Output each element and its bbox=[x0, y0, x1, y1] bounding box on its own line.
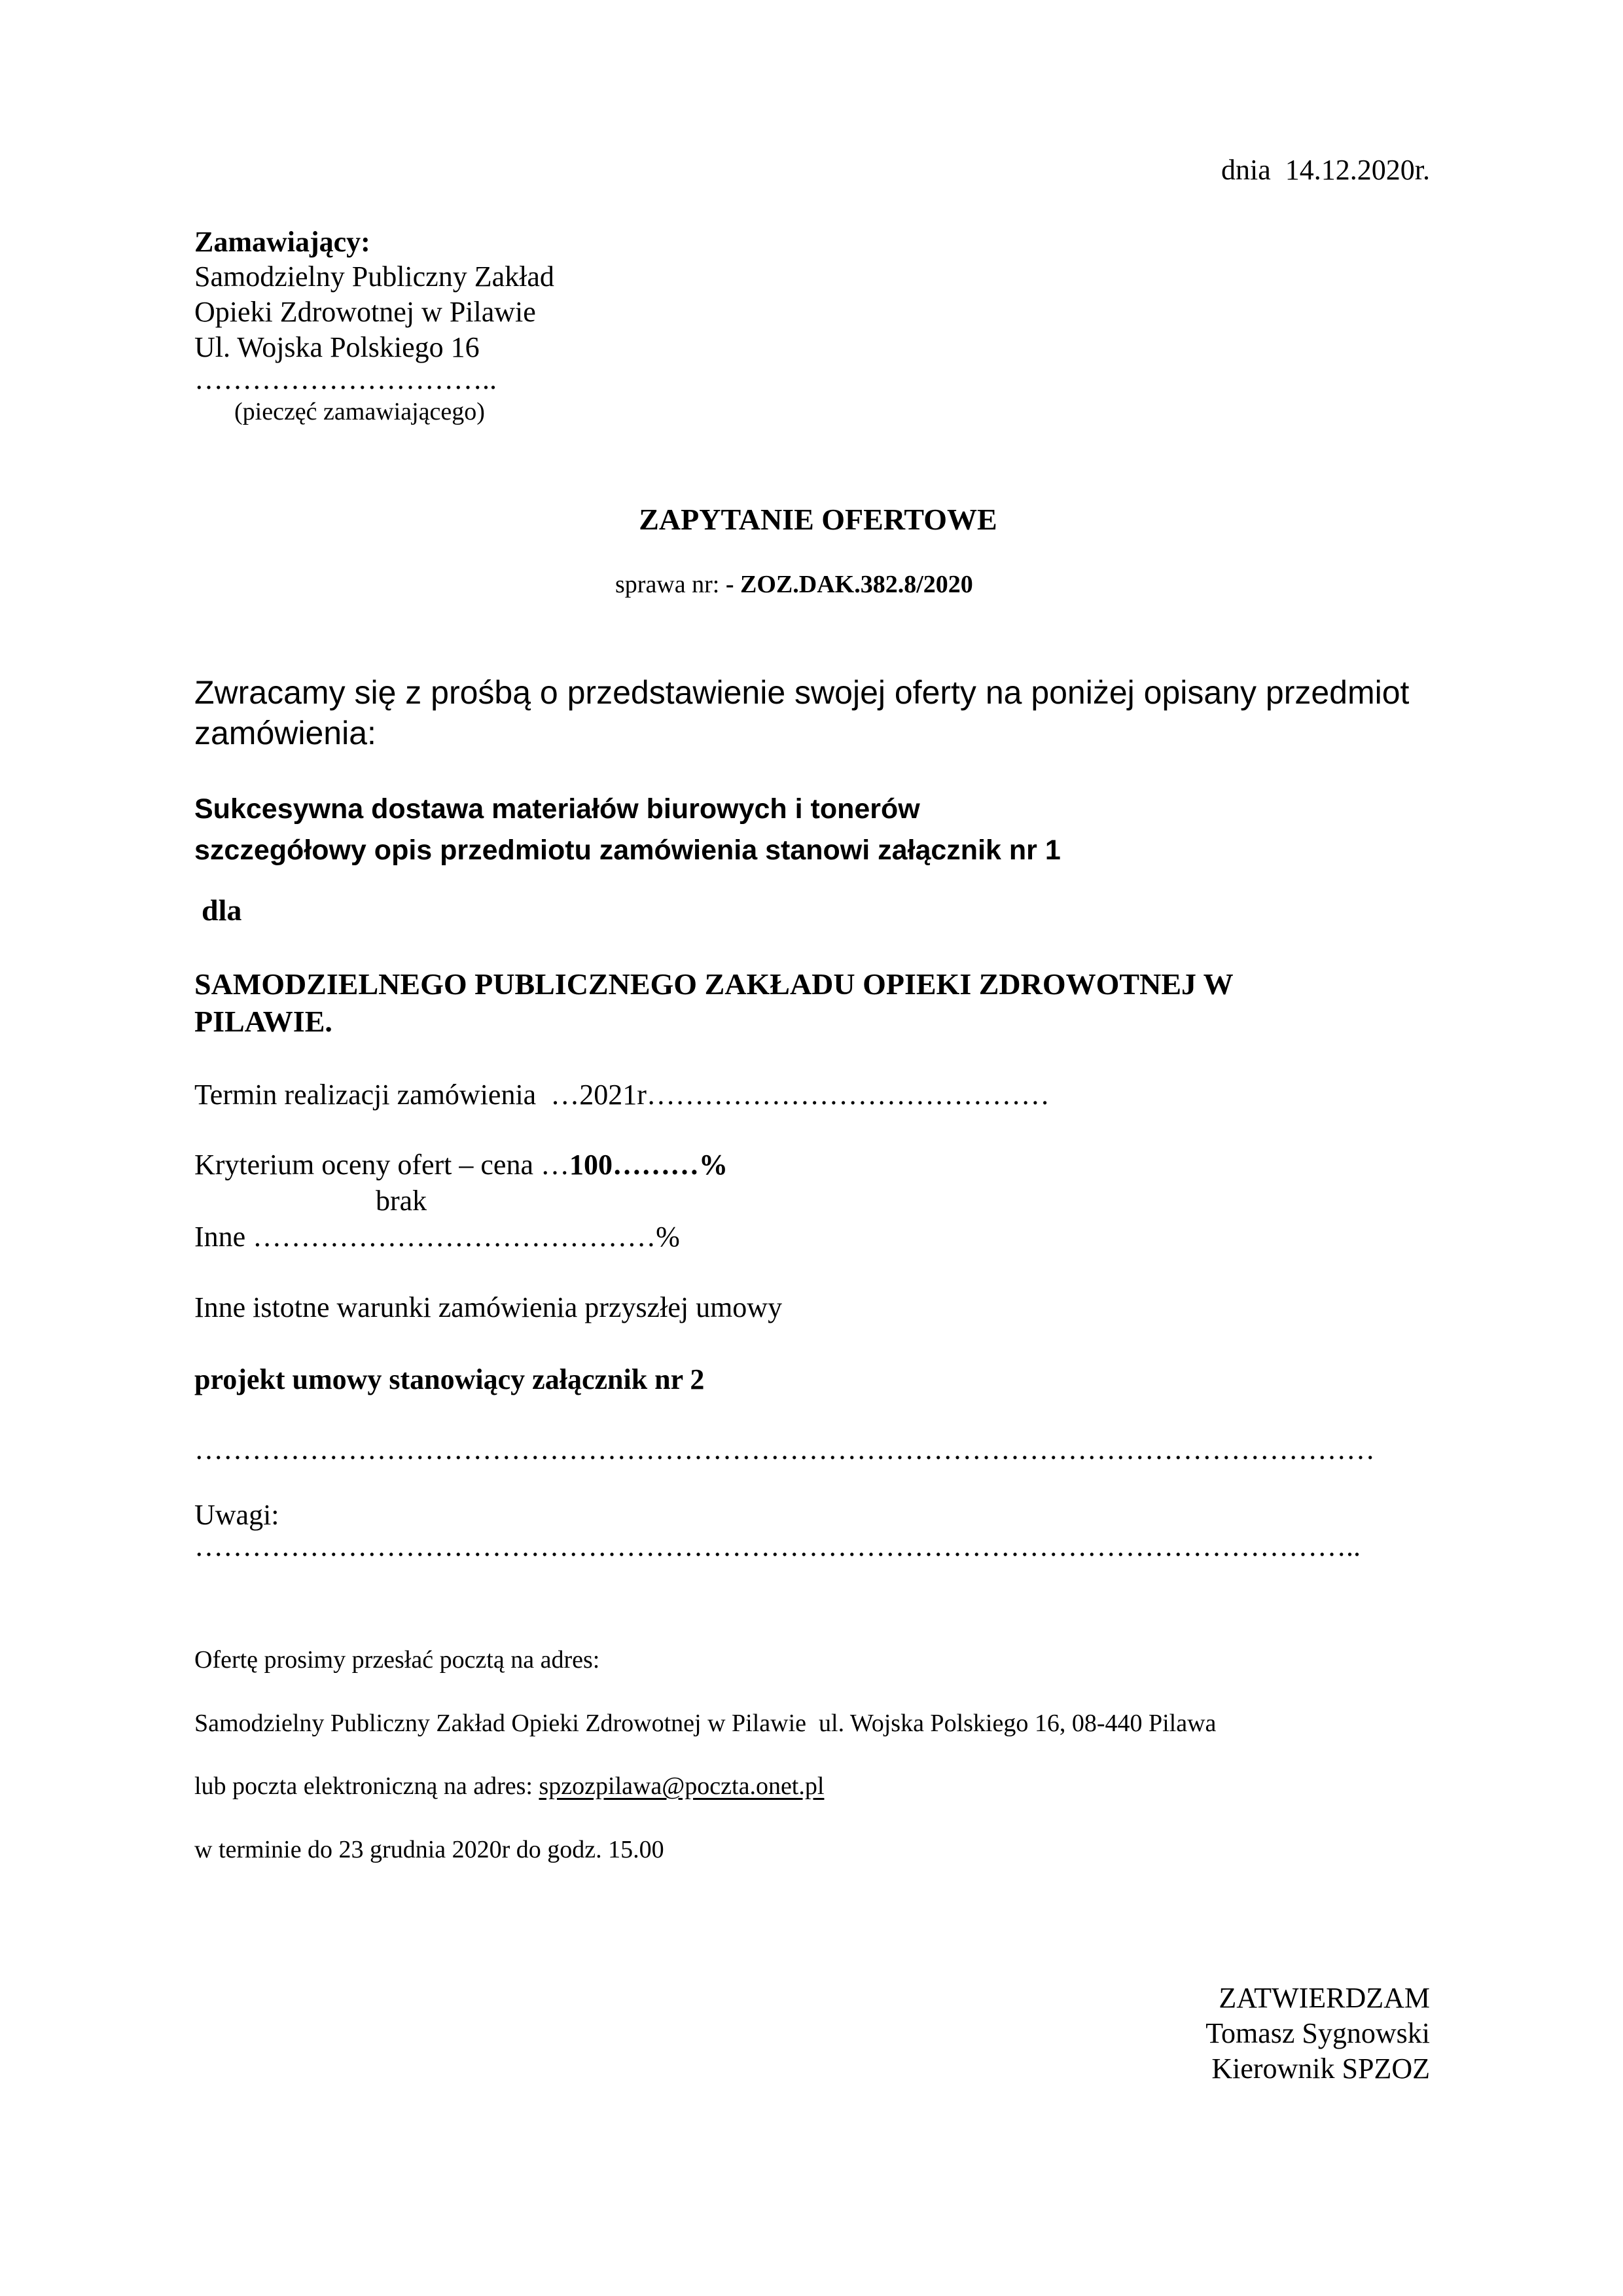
orderer-address: Ul. Wojska Polskiego 16 bbox=[194, 331, 480, 363]
submission-address: Samodzielny Publiczny Zakład Opieki Zdrowotnej w Pilawie ul. Wojska Polskiego 16, 08-440 Pilawa bbox=[194, 1710, 1217, 1737]
submission-email-prefix: lub poczta elektroniczną na adres: bbox=[194, 1772, 539, 1800]
date-line: dnia 14.12.2020r. bbox=[1221, 154, 1430, 186]
orderer-heading: Zamawiający: bbox=[194, 226, 370, 258]
submission-deadline: w terminie do 23 grudnia 2020r do godz. 15.00 bbox=[194, 1836, 664, 1863]
dots-line2: ………………………………………………………………………………………………………….. bbox=[194, 1530, 1361, 1562]
submission-line1: Ofertę prosimy przesłać pocztą na adres: bbox=[194, 1646, 600, 1674]
document-title: ZAPYTANIE OFERTOWE bbox=[639, 503, 997, 536]
dots-line1: …………………………………………………………………………………………………………… bbox=[194, 1433, 1375, 1465]
recipient-line1: SAMODZIELNEGO PUBLICZNEGO ZAKŁADU OPIEKI ZDROWOTNEJ W bbox=[194, 967, 1234, 1001]
recipient-line2: PILAWIE. bbox=[194, 1005, 332, 1038]
criteria-price-prefix: Kryterium oceny ofert – cena … bbox=[194, 1149, 569, 1181]
criteria-price-line bbox=[194, 1149, 728, 1182]
email-link[interactable]: spzozpilawa@poczta.onet.pl bbox=[539, 1772, 825, 1800]
for-word: dla bbox=[202, 893, 242, 927]
case-label: sprawa nr: bbox=[615, 571, 720, 598]
submission-email-line bbox=[194, 1772, 824, 1801]
deadline-line: Termin realizacji zamówienia …2021r…………………………………… bbox=[194, 1079, 1050, 1111]
remarks-label: Uwagi: bbox=[194, 1499, 279, 1531]
stamp-dots: ………………………….. bbox=[194, 363, 497, 395]
contract-line: projekt umowy stanowiący załącznik nr 2 bbox=[194, 1363, 705, 1395]
case-number: - ZOZ.DAK.382.8/2020 bbox=[725, 571, 973, 598]
signature-approve: ZATWIERDZAM bbox=[1219, 1982, 1430, 2014]
conditions-line: Inne istotne warunki zamówienia przyszłej umowy bbox=[194, 1291, 783, 1323]
subject-line1: Sukcesywna dostawa materiałów biurowych i tonerów bbox=[194, 793, 920, 825]
orderer-name-line1: Samodzielny Publiczny Zakład bbox=[194, 260, 554, 293]
signature-role: Kierownik SPZOZ bbox=[1211, 2053, 1430, 2085]
subject-line2: szczegółowy opis przedmiotu zamówienia stanowi załącznik nr 1 bbox=[194, 834, 1061, 866]
case-number-line bbox=[615, 571, 973, 600]
stamp-label: (pieczęć zamawiającego) bbox=[234, 398, 485, 425]
criteria-other: Inne ……………………………………% bbox=[194, 1221, 680, 1253]
signature-name: Tomasz Sygnowski bbox=[1205, 2017, 1430, 2049]
intro-line1: Zwracamy się z prośbą o przedstawienie swojej oferty na poniżej opisany przedmiot bbox=[194, 674, 1410, 711]
intro-line2: zamówienia: bbox=[194, 715, 376, 751]
criteria-none: brak bbox=[376, 1185, 427, 1217]
criteria-price-value: 100………% bbox=[569, 1149, 728, 1181]
orderer-name-line2: Opieki Zdrowotnej w Pilawie bbox=[194, 296, 536, 328]
